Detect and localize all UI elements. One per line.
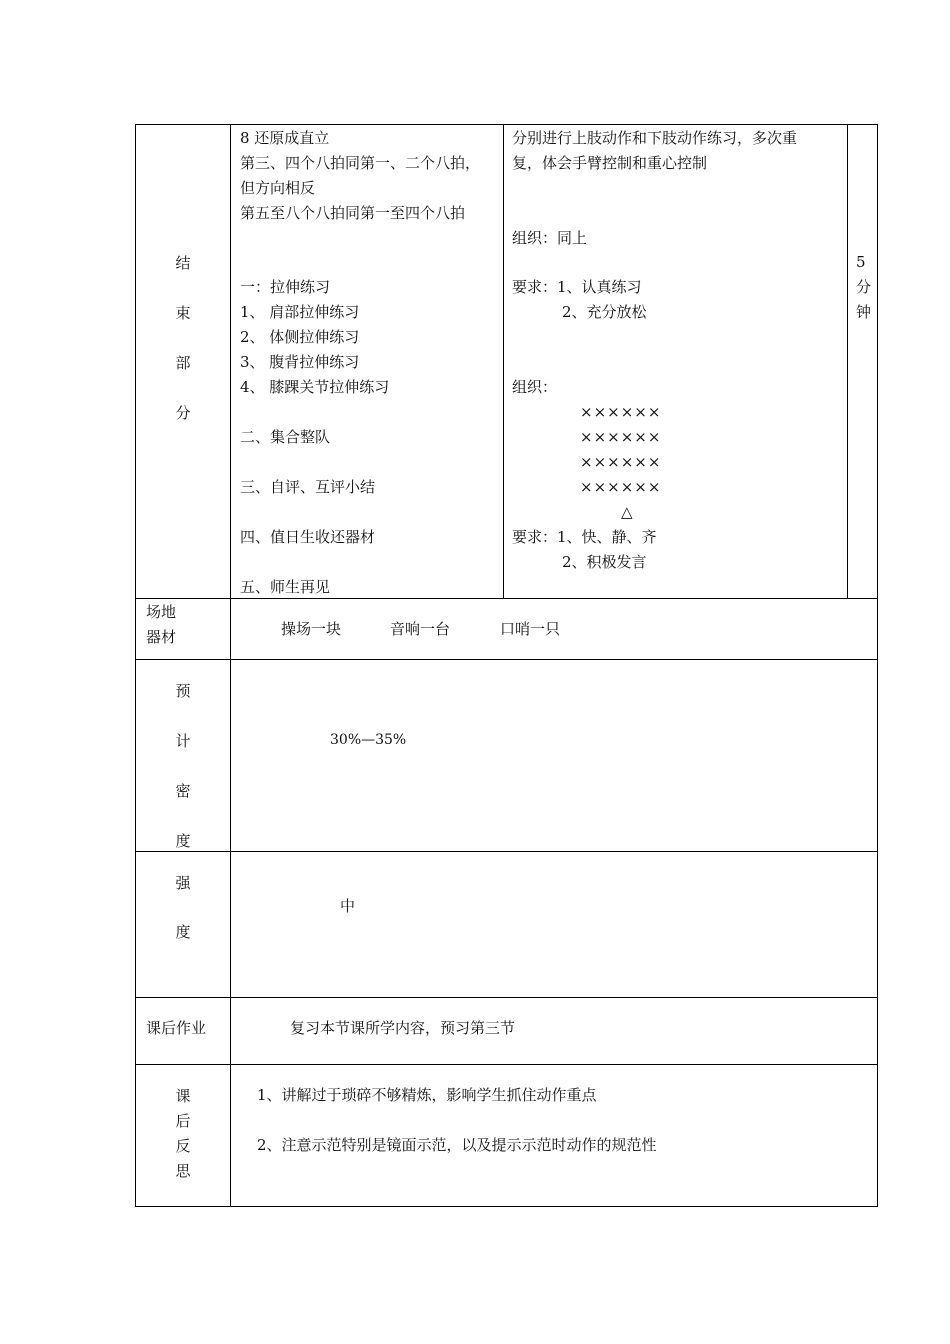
density-label-char: 密 [175, 782, 191, 800]
density-label-char: 度 [175, 832, 191, 850]
row-divider-homework [135, 997, 878, 998]
label-char: 束 [175, 304, 191, 322]
time-char: 分 [856, 278, 872, 296]
content-line: 2、 体侧拉伸练习 [240, 328, 360, 346]
venue-label: 场地 [146, 603, 177, 621]
row-divider-venue [135, 598, 878, 599]
reflection-item: 2、注意示范特别是镜面示范，以及提示示范时动作的规范性 [257, 1136, 657, 1154]
method-line: 组织：同上 [512, 229, 588, 247]
content-line: 第三、四个八拍同第一、二个八拍， [240, 154, 481, 172]
reflection-label-char: 后 [175, 1112, 191, 1130]
reflection-label-char: 反 [175, 1137, 191, 1155]
method-column-divider [503, 124, 504, 599]
table-top-border [135, 124, 878, 125]
content-line: 二、集合整队 [240, 428, 331, 446]
time-char: 钟 [856, 303, 872, 321]
venue-label: 器材 [146, 628, 177, 646]
content-line: 第五至八个八拍同第一至四个八拍 [240, 204, 466, 222]
table-right-border [877, 124, 878, 1207]
content-line: 1、 肩部拉伸练习 [240, 303, 360, 321]
intensity-label-char: 度 [175, 923, 191, 941]
formation-row: ×××××× [580, 453, 662, 471]
teacher-marker-icon: △ [621, 503, 633, 521]
requirement-line: 2、充分放松 [562, 303, 647, 321]
row-divider-density [135, 659, 878, 660]
requirement-line: 2、积极发言 [562, 553, 647, 571]
requirement-line: 要求：1、快、静、齐 [512, 528, 657, 546]
requirement-line: 要求：1、认真练习 [512, 278, 642, 296]
homework-value: 复习本节课所学内容，预习第三节 [290, 1019, 516, 1037]
label-char: 结 [175, 254, 191, 272]
content-line: 五、师生再见 [240, 578, 331, 596]
time-column-divider [847, 124, 848, 599]
density-label-char: 计 [175, 732, 191, 750]
content-line: 一：拉伸练习 [240, 278, 331, 296]
content-line: 但方向相反 [240, 179, 316, 197]
label-column-divider [230, 124, 231, 1207]
venue-item: 音响一台 [390, 620, 451, 638]
venue-item: 口哨一只 [500, 620, 561, 638]
venue-item: 操场一块 [281, 620, 342, 638]
intensity-value: 中 [340, 897, 356, 915]
reflection-label-char: 课 [175, 1087, 191, 1105]
content-line: 4、 膝踝关节拉伸练习 [240, 378, 390, 396]
intensity-label-char: 强 [175, 874, 191, 892]
content-line: 8 还原成直立 [240, 129, 330, 147]
label-char: 部 [175, 354, 191, 372]
method-line: 分别进行上肢动作和下肢动作练习，多次重 [512, 129, 798, 147]
content-line: 3、 腹背拉伸练习 [240, 353, 360, 371]
time-char: 5 [856, 253, 866, 271]
density-value: 30%—35% [330, 732, 407, 748]
content-line: 四、值日生收还器材 [240, 528, 376, 546]
table-bottom-border [135, 1206, 878, 1207]
organization-label: 组织： [512, 378, 558, 396]
formation-row: ×××××× [580, 428, 662, 446]
formation-row: ×××××× [580, 478, 662, 496]
homework-label: 课后作业 [146, 1019, 207, 1037]
content-line: 三、自评、互评小结 [240, 478, 376, 496]
row-divider-intensity [135, 851, 878, 852]
formation-row: ×××××× [580, 403, 662, 421]
density-label-char: 预 [175, 682, 191, 700]
reflection-item: 1、讲解过于琐碎不够精炼，影响学生抓住动作重点 [257, 1086, 597, 1104]
table-left-border [135, 124, 136, 1207]
row-divider-reflection [135, 1064, 878, 1065]
reflection-label-char: 思 [175, 1162, 191, 1180]
label-char: 分 [175, 404, 191, 422]
method-line: 复，体会手臂控制和重心控制 [512, 154, 708, 172]
